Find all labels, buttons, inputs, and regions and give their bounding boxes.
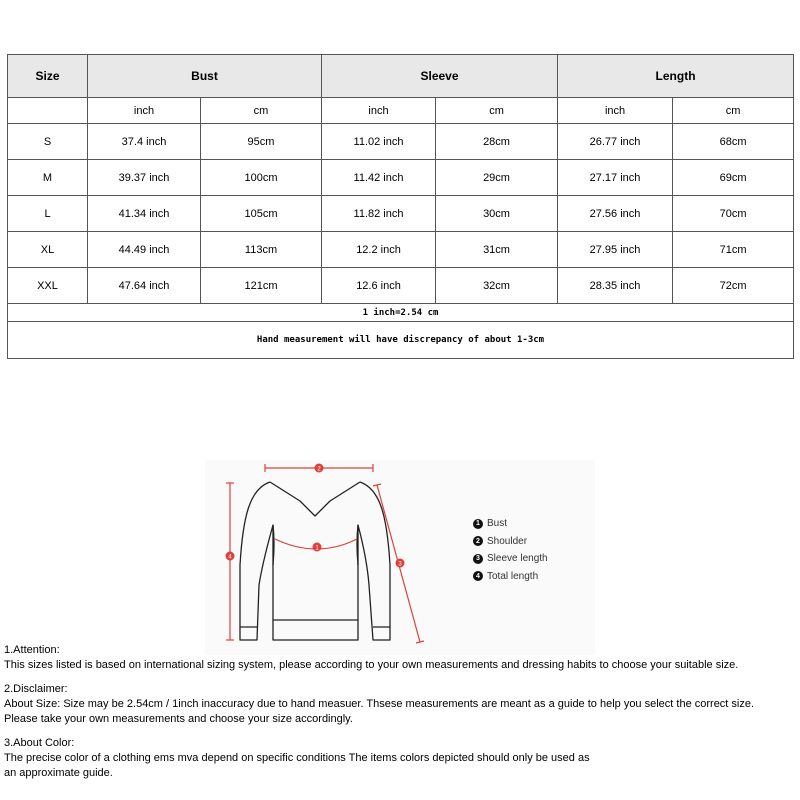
length-cm-cell: 70cm <box>673 196 794 232</box>
color-note <box>4 736 800 781</box>
unit-cell-blank <box>8 98 88 124</box>
length-cm-cell: 69cm <box>673 160 794 196</box>
note-title: 1.Attention: <box>4 644 60 656</box>
unit-cell: inch <box>558 98 673 124</box>
table-row <box>8 196 794 232</box>
bust-inch-cell: 44.49 inch <box>88 232 201 268</box>
length-cm-cell: 72cm <box>673 268 794 304</box>
sleeve-header: Sleeve <box>322 55 558 98</box>
length-inch-cell: 28.35 inch <box>558 268 673 304</box>
conversion-note: 1 inch=2.54 cm <box>8 304 794 322</box>
length-inch-cell: 27.95 inch <box>558 232 673 268</box>
bust-header: Bust <box>88 55 322 98</box>
length-header: Length <box>558 55 794 98</box>
legend-label: Sleeve length <box>487 553 548 565</box>
sleeve-inch-cell: 11.82 inch <box>322 196 436 232</box>
legend-label: Bust <box>487 518 508 530</box>
legend-number: 1 <box>473 519 483 529</box>
length-cm-cell: 68cm <box>673 124 794 160</box>
unit-cell: cm <box>673 98 794 124</box>
bust-cm-cell: 121cm <box>201 268 322 304</box>
unit-row <box>8 98 794 124</box>
shoulder-marker: 2 <box>317 466 321 473</box>
note-text: This sizes listed is based on international sizing system, please according to your own measurements and dressing habits to choose your suitable size. <box>4 659 739 671</box>
length-inch-cell: 27.56 inch <box>558 196 673 232</box>
note-title: 3.About Color: <box>4 737 75 749</box>
length-marker: 4 <box>228 554 232 561</box>
note-text: About Size: Size may be 2.54cm / 1inch inaccuracy due to hand measuer. Thsese measurements are meant as a guide to help you select the correct size. <box>4 698 755 710</box>
diagram-legend <box>473 515 548 585</box>
sleeve-cm-cell: 31cm <box>436 232 558 268</box>
length-inch-cell: 26.77 inch <box>558 124 673 160</box>
sleeve-inch-cell: 12.2 inch <box>322 232 436 268</box>
note-title: 2.Disclaimer: <box>4 683 68 695</box>
legend-label: Total length <box>487 570 539 582</box>
length-cm-cell: 71cm <box>673 232 794 268</box>
size-cell: L <box>8 196 88 232</box>
bust-inch-cell: 41.34 inch <box>88 196 201 232</box>
table-row <box>8 268 794 304</box>
size-cell: M <box>8 160 88 196</box>
table-header-row <box>8 55 794 98</box>
bust-cm-cell: 113cm <box>201 232 322 268</box>
bust-marker: 1 <box>315 545 319 552</box>
unit-cell: cm <box>436 98 558 124</box>
table-row <box>8 160 794 196</box>
sleeve-cm-cell: 29cm <box>436 160 558 196</box>
sleeve-marker: 3 <box>398 561 402 568</box>
sleeve-inch-cell: 11.02 inch <box>322 124 436 160</box>
size-cell: S <box>8 124 88 160</box>
note-text: The precise color of a clothing ems mva depend on specific conditions The items colors depicted should only be used as <box>4 752 590 764</box>
bust-inch-cell: 37.4 inch <box>88 124 201 160</box>
unit-cell: cm <box>201 98 322 124</box>
length-inch-cell: 27.17 inch <box>558 160 673 196</box>
unit-cell: inch <box>322 98 436 124</box>
size-cell: XL <box>8 232 88 268</box>
legend-item-sleeve-length <box>473 550 548 568</box>
bust-cm-cell: 105cm <box>201 196 322 232</box>
bust-inch-cell: 39.37 inch <box>88 160 201 196</box>
sleeve-cm-cell: 32cm <box>436 268 558 304</box>
conversion-row <box>8 304 794 322</box>
unit-cell: inch <box>88 98 201 124</box>
size-cell: XXL <box>8 268 88 304</box>
note-text: an approximate guide. <box>4 767 113 779</box>
bust-cm-cell: 95cm <box>201 124 322 160</box>
note-text: Please take your own measurements and choose your size accordingly. <box>4 713 353 725</box>
sleeve-cm-cell: 28cm <box>436 124 558 160</box>
legend-item-shoulder <box>473 533 548 551</box>
discrepancy-row <box>8 322 794 359</box>
bust-cm-cell: 100cm <box>201 160 322 196</box>
legend-number: 4 <box>473 571 483 581</box>
notes-section <box>4 643 800 790</box>
legend-label: Shoulder <box>487 535 528 547</box>
table-row <box>8 124 794 160</box>
disclaimer-note <box>4 682 800 727</box>
table-row <box>8 232 794 268</box>
bust-inch-cell: 47.64 inch <box>88 268 201 304</box>
legend-number: 3 <box>473 554 483 564</box>
sleeve-inch-cell: 12.6 inch <box>322 268 436 304</box>
sleeve-inch-cell: 11.42 inch <box>322 160 436 196</box>
sleeve-cm-cell: 30cm <box>436 196 558 232</box>
legend-item-bust <box>473 515 548 533</box>
discrepancy-note: Hand measurement will have discrepancy of about 1-3cm <box>8 322 794 359</box>
size-header: Size <box>8 55 88 98</box>
size-chart-table <box>7 54 794 359</box>
attention-note <box>4 643 800 673</box>
legend-item-total-length <box>473 568 548 586</box>
legend-number: 2 <box>473 536 483 546</box>
